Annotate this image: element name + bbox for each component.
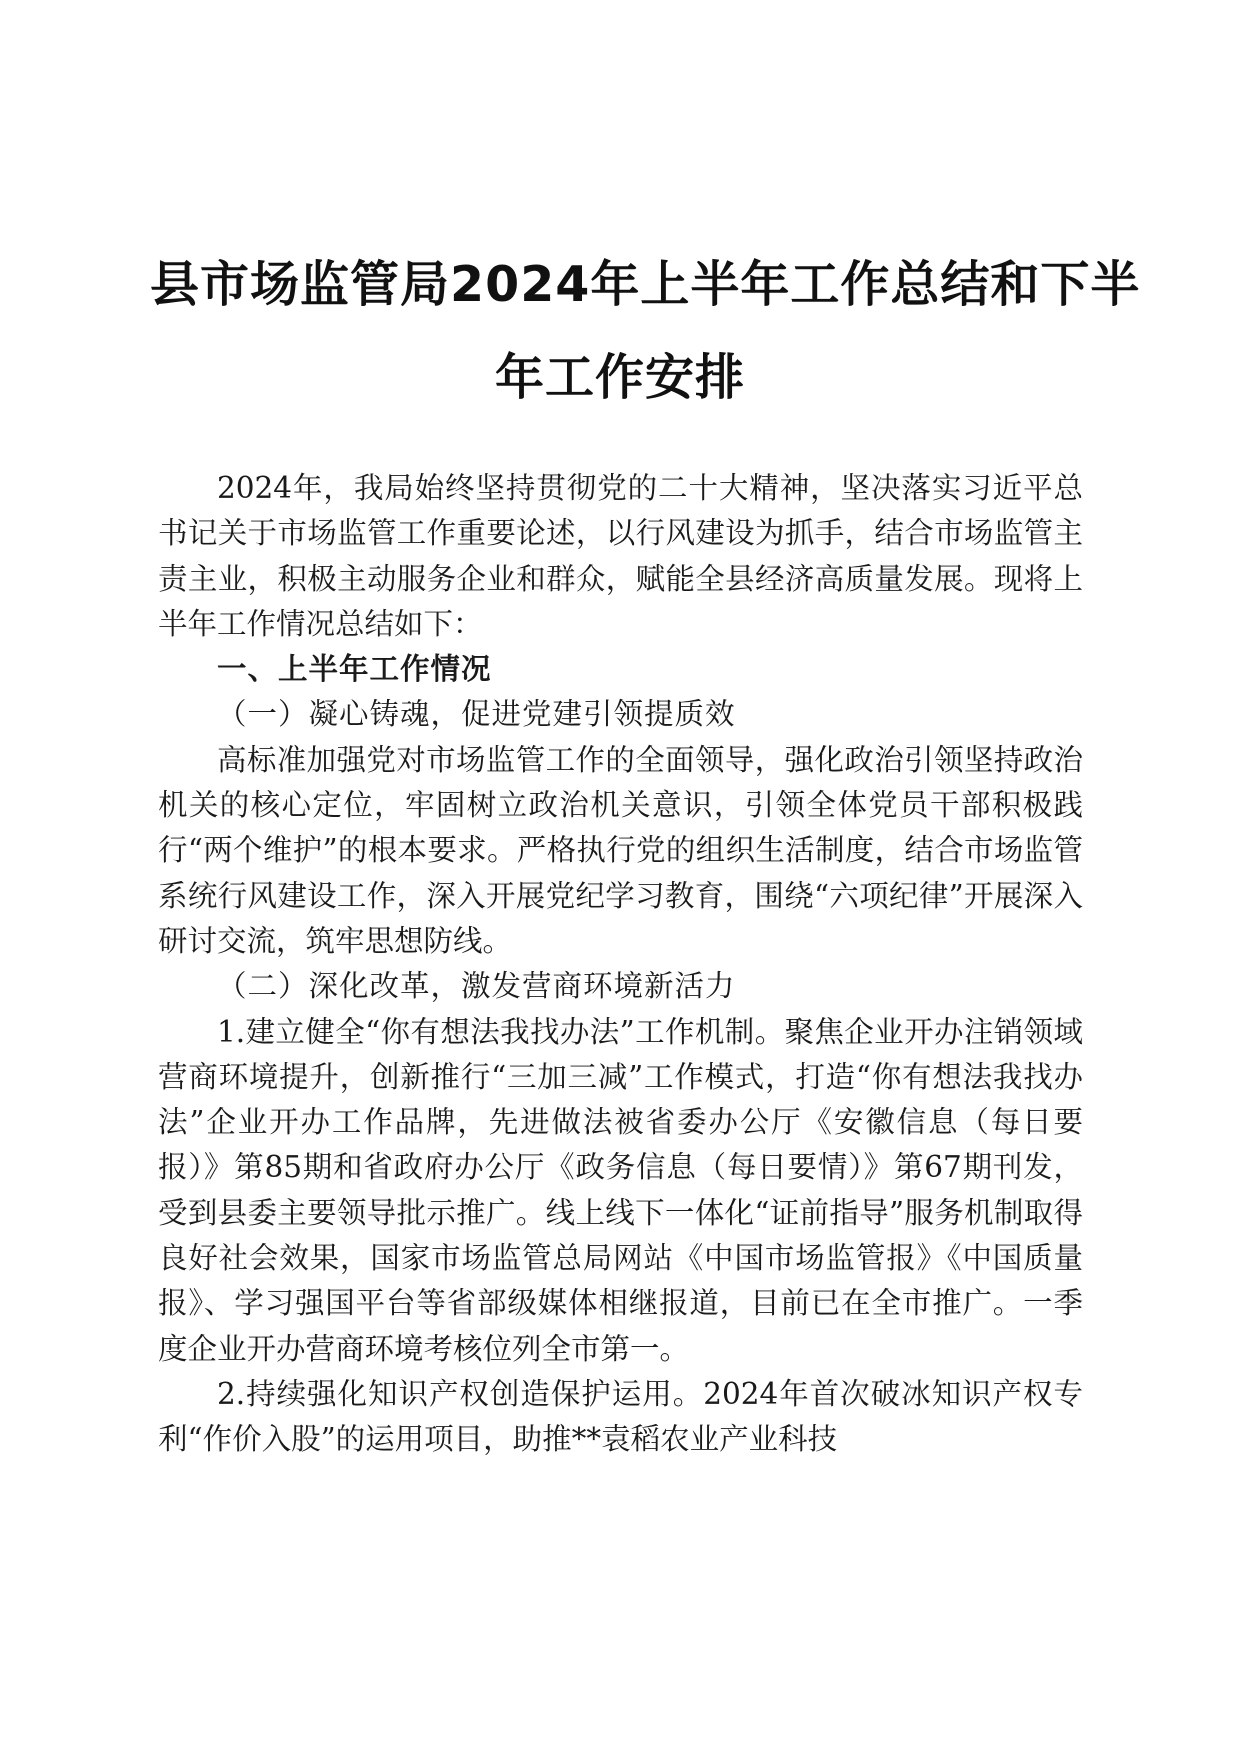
- document-title-line1: 县市场监管局2024年上半年工作总结和下半: [150, 256, 1141, 313]
- body-paragraph: 高标准加强党对市场监管工作的全面领导，强化政治引领坚持政治机关的核心定位，牢固树立政治机关意识，引领全体党员干部积极践行“两个维护”的根本要求。严格执行党的组织生活制度，结合市场监管系统行风建设工作，深入开展党纪学习教育，围绕“六项纪律”开展深入研讨交流，筑牢思想防线。: [158, 742, 1083, 958]
- body-paragraph: 1.建立健全“你有想法我找办法”工作机制。聚焦企业开办注销领域营商环境提升，创新推行“三加三减”工作模式，打造“你有想法我找办法”企业开办工作品牌，先进做法被省委办公厅《安徽信息（每日要报）》第85期和省政府办公厅《政务信息（每日要情）》第67期刊发，受到县委主要领导批示推广。线上线下一体化“证前指导”服务机制取得良好社会效果，国家市场监管总局网站《中国市场监管报》《中国质量报》、学习强国平台等省部级媒体相继报道，目前已在全市推广。一季度企业开办营商环境考核位列全市第一。: [158, 1014, 1083, 1366]
- subsection-heading: （二）深化改革，激发营商环境新活力: [217, 969, 736, 1004]
- intro-paragraph: 2024年，我局始终坚持贯彻党的二十大精神，坚决落实习近平总书记关于市场监管工作重要论述，以行风建设为抓手，结合市场监管主责主业，积极主动服务企业和群众，赋能全县经济高质量发展。现将上半年工作情况总结如下：: [158, 471, 1083, 641]
- body-paragraph: 2.持续强化知识产权创造保护运用。2024年首次破冰知识产权专利“作价入股”的运用项目，助推**袁稻农业产业科技: [158, 1376, 1083, 1457]
- document-body: [158, 466, 1083, 1463]
- document-title-line2: 年工作安排: [494, 349, 745, 406]
- section-heading: 一、上半年工作情况: [217, 652, 492, 687]
- subsection-heading: （一）凝心铸魂，促进党建引领提质效: [217, 697, 736, 732]
